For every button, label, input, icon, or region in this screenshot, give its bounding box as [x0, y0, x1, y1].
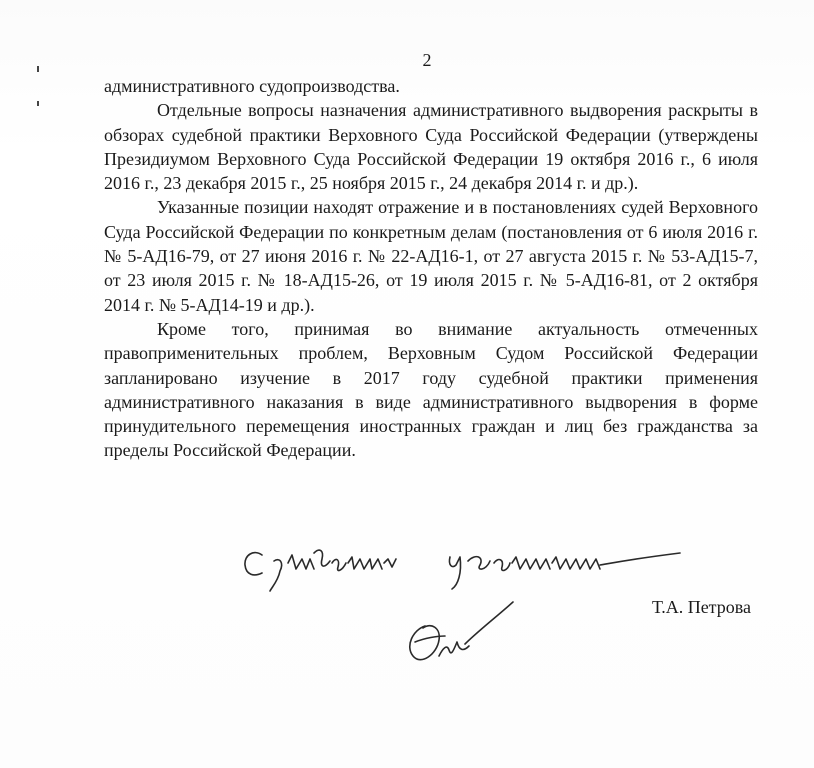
signer-name: Т.А. Петрова: [652, 597, 752, 617]
paragraph-reviews: Отдельные вопросы назначения административного выдворения раскрыты в обзорах судебной практики Верховного Суда Российской Федерации (утверждены Президиумом Верховного Суда Российской Федерации 19 октября 2016 г., 6 июля 2016 г., 23 декабря 2015 г., 25 ноября 2015 г., 24 декабря 2014 г. и др.).: [104, 100, 758, 194]
paragraph-continuation: административного судопроизводства.: [104, 76, 400, 96]
margin-punch-mark: [37, 101, 39, 106]
paragraph-rulings: Указанные позиции находят отражение и в постановлениях судей Верховного Суда Российской Федерации по конкретным делам (постановления от 6 июля 2016 г. № 5-АД16-79, от 27 июня 2016 г. № 22-АД16-1, от 27 августа 2015 г. № 53-АД15-7, от 23 июля 2015 г. № 18-АД15-26, от 19 июля 2015 г. № 5-АД16-81, от 2 октября 2014 г. № 5-АД14-19 и др.).: [104, 197, 758, 315]
handwritten-closing: [240, 533, 690, 593]
paragraph-planned-study: Кроме того, принимая во внимание актуальность отмеченных правоприменительных проблем, Верховным Судом Российской Федерации запланировано изучение в 2017 году судебной практики применения административного наказания в виде административного выдворения в форме принудительного перемещения иностранных граждан и лиц без гражданства за пределы Российской Федерации.: [104, 318, 758, 461]
signature-drawing: [395, 596, 515, 671]
page-number: 2: [422, 50, 432, 70]
margin-punch-mark: [37, 66, 39, 72]
letter-body: [104, 74, 758, 463]
handwritten-closing-drawing: [240, 533, 690, 593]
signature: [395, 596, 515, 671]
